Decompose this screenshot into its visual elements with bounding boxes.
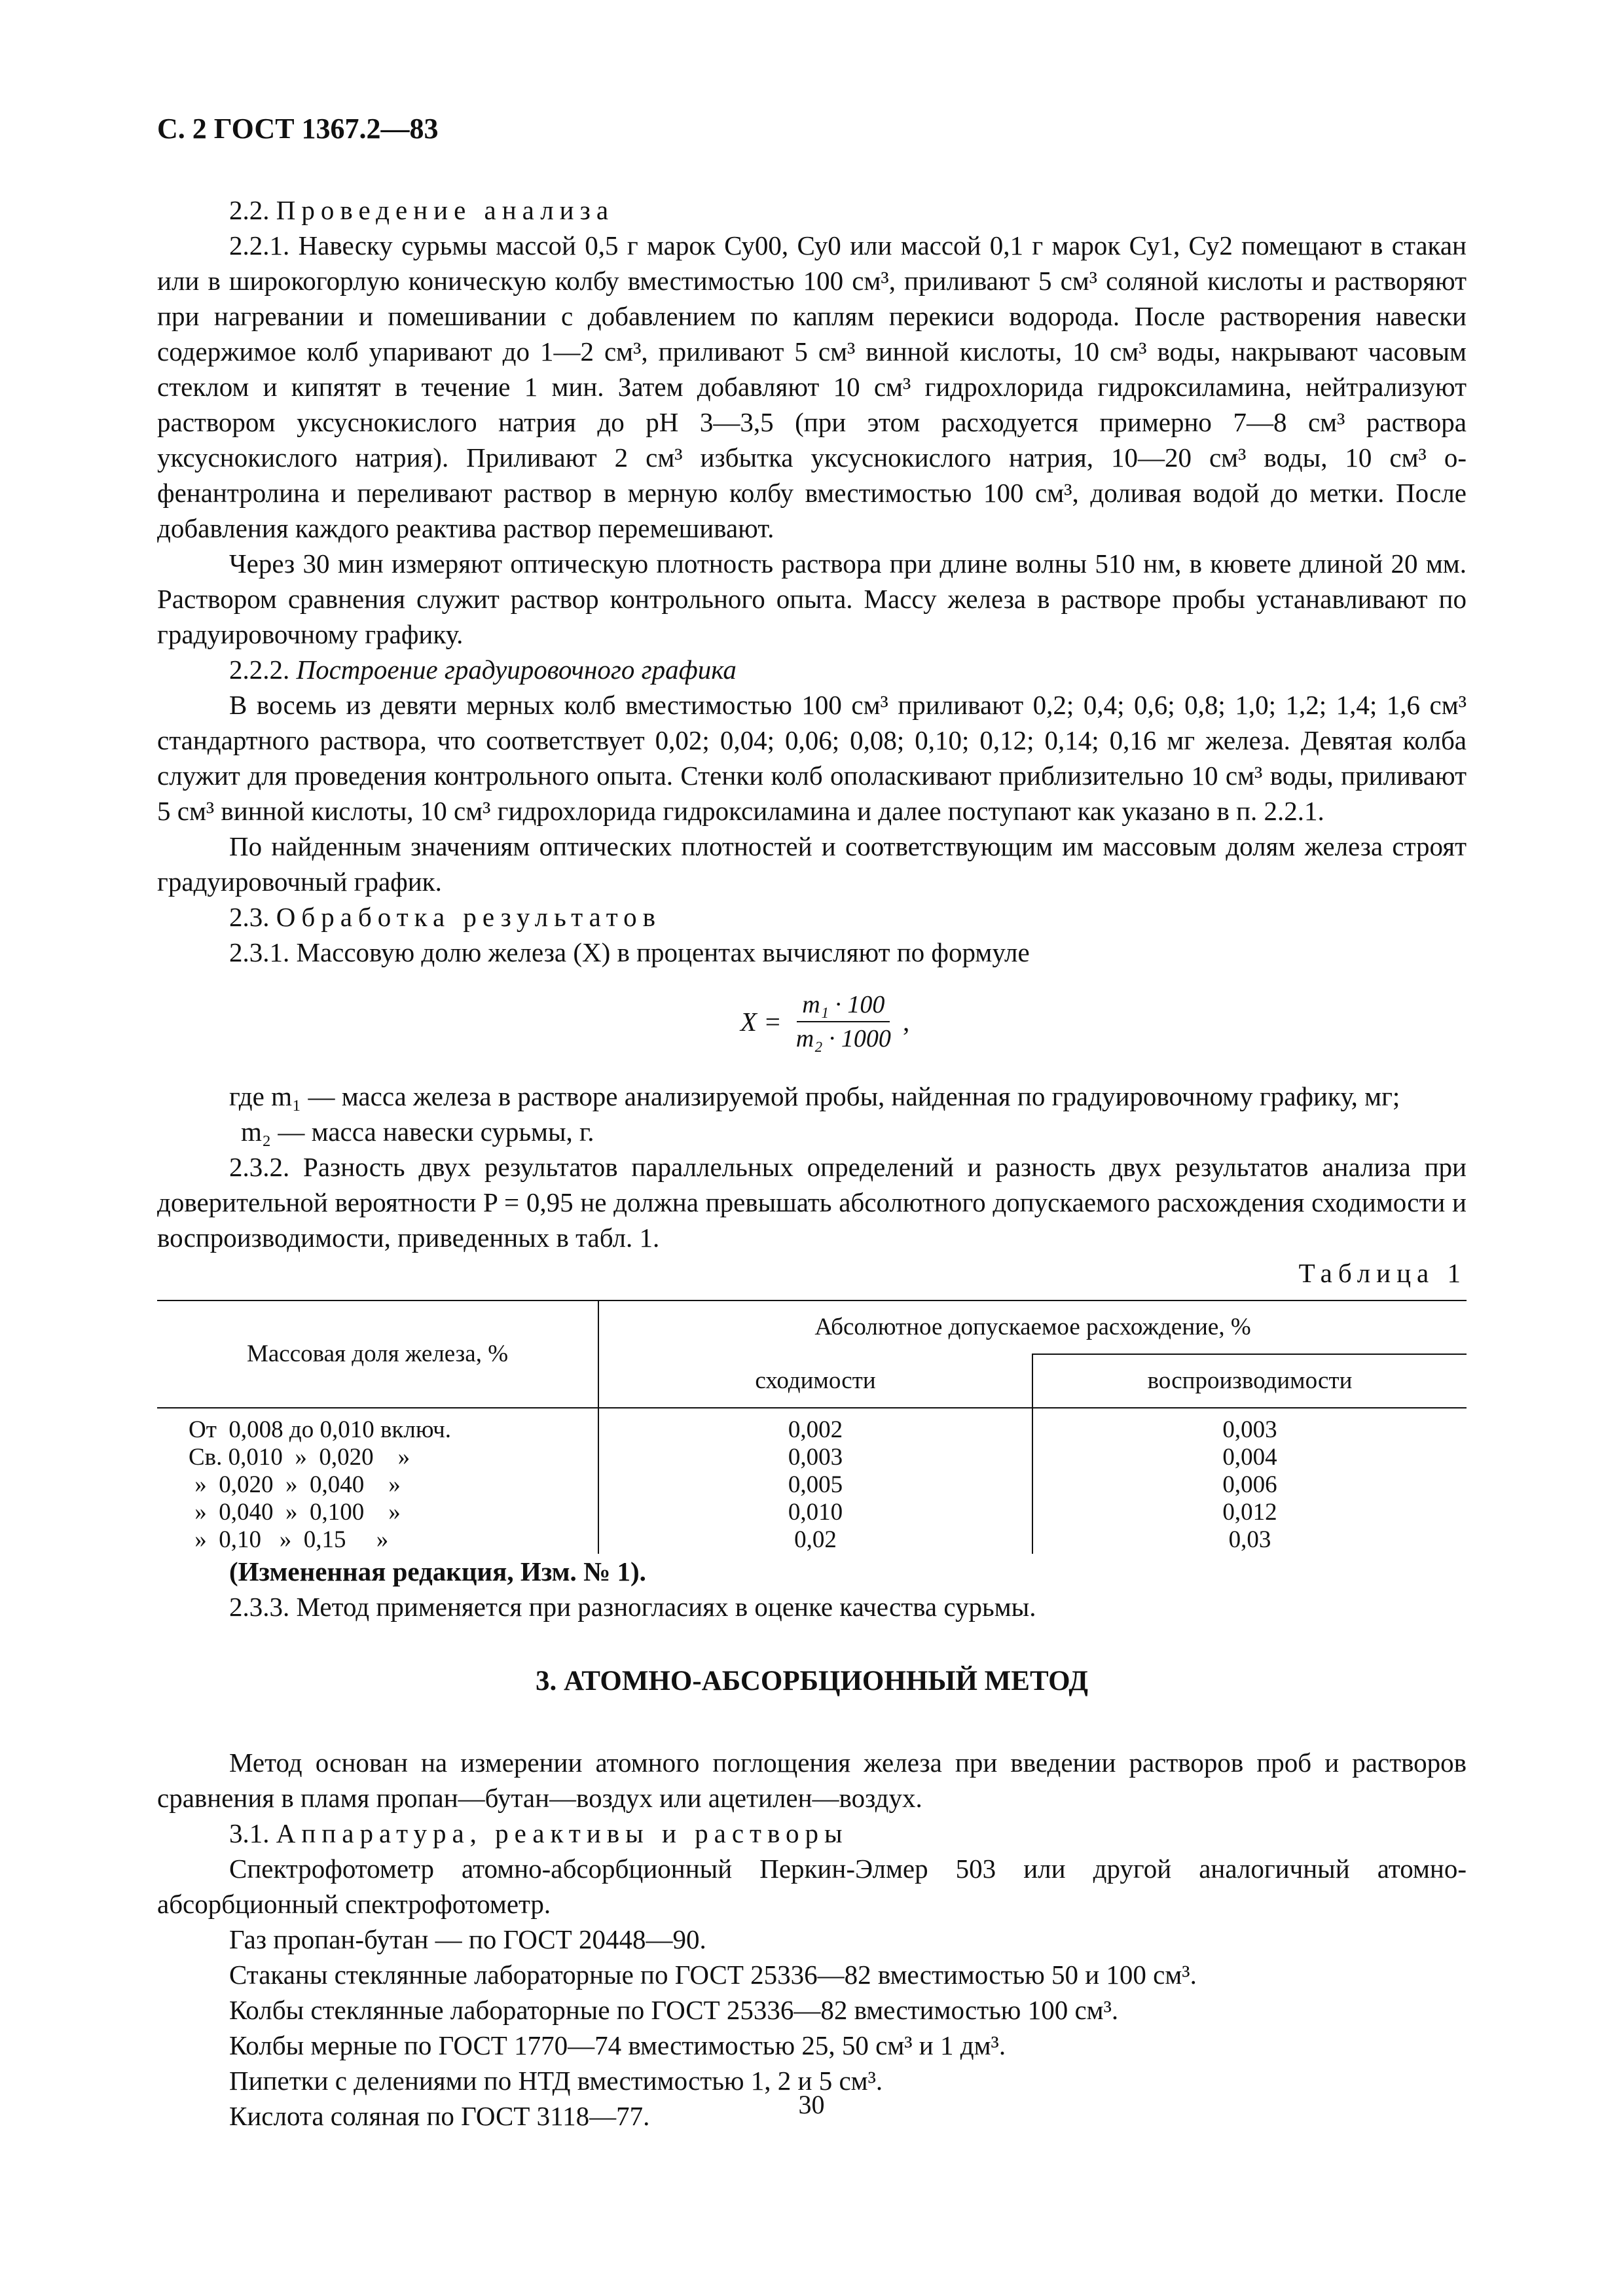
section-3-1-heading (157, 1816, 1467, 1851)
section-2-2-2-heading (157, 652, 1467, 687)
table-cell-range: Св. 0,010 » 0,020 » (189, 1444, 410, 1471)
list-item: Стаканы стеклянные лабораторные по ГОСТ 25336—82 вместимостью 50 и 100 см³. (229, 1960, 1197, 1990)
list-item: Спектрофотометр атомно-абсорбционный Перкин-Элмер 503 или другой аналогичный атомно-абсорбционный спектрофотометр. (157, 1854, 1467, 1919)
table-row (157, 1471, 1467, 1499)
table-cell-repeatability: 0,003 (598, 1444, 1032, 1471)
formula-denominator: m₂ · 1000 (795, 1025, 891, 1052)
paragraph-2-3-1: 2.3.1. Массовую долю железа (X) в процентах вычисляют по формуле (229, 937, 1030, 967)
table-header-tolerance: Абсолютное допускаемое расхождение, % (598, 1300, 1467, 1354)
table-row (157, 1499, 1467, 1526)
paragraph-2-3-2: 2.3.2. Разность двух результатов параллельных определений и разность двух результатов анализа при доверительной вероятности P = 0,95 не должна превышать абсолютного допускаемого расхождения сходимости и воспроизводимости, приведенных в табл. 1. (157, 1152, 1467, 1253)
table-cell-range: » 0,020 » 0,040 » (189, 1471, 401, 1498)
table-cell-reproducibility: 0,004 (1032, 1444, 1467, 1471)
iron-fraction-formula (157, 990, 1467, 1054)
table-header-reproducibility: воспроизводимости (1032, 1354, 1467, 1408)
formula-numerator: m₁ · 100 (797, 990, 890, 1022)
document-page (157, 111, 1467, 2134)
table-cell-repeatability: 0,02 (598, 1526, 1032, 1554)
table-cell-reproducibility: 0,003 (1032, 1408, 1467, 1444)
list-item: Пипетки с делениями по НТД вместимостью 1, 2 и 5 см³. (229, 2066, 883, 2096)
section-2-2-2-number: 2.2.2. (229, 655, 290, 685)
formula-fraction (791, 990, 896, 1054)
table-header-repeatability: сходимости (598, 1354, 1032, 1408)
section-2-3-title: Обработка результатов (276, 902, 662, 932)
paragraph-2-3-3: 2.3.3. Метод применяется при разногласиях в оценке качества сурьмы. (229, 1592, 1036, 1622)
section-3-1-title: Аппаратура, реактивы и растворы (276, 1818, 848, 1848)
paragraph-2-2-1: 2.2.1. Навеску сурьмы массой 0,5 г марок Су00, Су0 или массой 0,1 г марок Су1, Су2 помещают в стакан или в широкогорлую коническую колбу вместимостью 100 см³, приливают 5 см³ соляной кислоты и растворяют при нагревании и помешивании с добавлением по каплям перекиси водорода. После растворения навески содержимое колб упаривают до 1—2 см³, приливают 5 см³ винной кислоты, 10 см³ воды, накрывают часовым стеклом и кипятят в течение 1 мин. Затем добавляют 10 см³ гидрохлорида гидроксиламина, нейтрализуют раствором уксуснокислого натрия до рН 3—3,5 (при этом расходуется примерно 7—8 см³ раствора уксуснокислого натрия). Приливают 2 см³ избытка уксуснокислого натрия, 10—20 см³ воды, 10 см³ о-фенантролина и переливают раствор в мерную колбу вместимостью 100 см³, доливая водой до метки. После добавления каждого реактива раствор перемешивают. (157, 230, 1467, 543)
section-2-2-2-title: Построение градуировочного графика (296, 655, 737, 685)
paragraph-2-2-2-graph: По найденным значениям оптических плотностей и соответствующим им массовым долям железа строят градуировочный график. (157, 831, 1467, 897)
table-row (157, 1408, 1467, 1444)
list-item: Колбы стеклянные лабораторные по ГОСТ 25336—82 вместимостью 100 см³. (229, 1995, 1119, 2025)
table-cell-repeatability: 0,010 (598, 1499, 1032, 1526)
list-item: Кислота соляная по ГОСТ 3118—77. (229, 2101, 650, 2131)
list-item: Колбы мерные по ГОСТ 1770—74 вместимостью 25, 50 см³ и 1 дм³. (229, 2030, 1006, 2060)
tolerance-table (157, 1300, 1467, 1554)
section-2-3-number: 2.3. (229, 902, 270, 932)
paragraph-2-2-2: В восемь из девяти мерных колб вместимостью 100 см³ приливают 0,2; 0,4; 0,6; 0,8; 1,0; 1,2; 1,4; 1,6 см³ стандартного раствора, что соответствует 0,02; 0,04; 0,06; 0,08; 0,10; 0,12; 0,14; 0,16 мг железа. Девятая колба служит для проведения контрольного опыта. Стенки колб ополаскивают приблизительно 10 см³ воды, приливают 5 см³ винной кислоты, 10 см³ гидрохлорида гидроксиламина и далее поступают как указано в п. 2.2.1. (157, 690, 1467, 826)
table-cell-reproducibility: 0,03 (1032, 1526, 1467, 1554)
section-3-title: 3. АТОМНО-АБСОРБЦИОННЫЙ МЕТОД (536, 1666, 1088, 1696)
section-2-2-number: 2.2. (229, 195, 270, 225)
formula-tail: , (902, 1007, 910, 1037)
section-3-1-number: 3.1. (229, 1818, 270, 1848)
table-header-mass-fraction: Массовая доля железа, % (157, 1300, 598, 1408)
table-cell-repeatability: 0,002 (598, 1408, 1032, 1444)
table-cell-range: » 0,040 » 0,100 » (189, 1499, 401, 1526)
table-cell-reproducibility: 0,006 (1032, 1471, 1467, 1499)
section-2-2-heading (157, 192, 1467, 228)
table-row (157, 1526, 1467, 1554)
section-2-3-heading (157, 899, 1467, 935)
amendment-note: (Измененная редакция, Изм. № 1). (229, 1556, 646, 1587)
list-item: Газ пропан-бутан — по ГОСТ 20448—90. (229, 1924, 706, 1954)
section-2-2-title: Проведение анализа (276, 195, 615, 225)
formula-definition-m1: где m₁ — масса железа в растворе анализируемой пробы, найденная по градуировочному графику, мг; (229, 1081, 1400, 1111)
paragraph-3-intro: Метод основан на измерении атомного поглощения железа при введении растворов проб и растворов сравнения в пламя пропан—бутан—воздух или ацетилен—воздух. (157, 1748, 1467, 1813)
page-number: 30 (798, 2090, 825, 2119)
table-row (157, 1444, 1467, 1471)
formula-lhs: X = (740, 1007, 782, 1037)
page-header: С. 2 ГОСТ 1367.2—83 (157, 113, 439, 145)
paragraph-2-2-1-measurement: Через 30 мин измеряют оптическую плотность раствора при длине волны 510 нм, в кювете длиной 20 мм. Раствором сравнения служит раствор контрольного опыта. Массу железа в растворе пробы устанавливают по градуировочному графику. (157, 548, 1467, 649)
table-cell-range: » 0,10 » 0,15 » (189, 1526, 389, 1553)
table-caption: Таблица 1 (1298, 1258, 1467, 1288)
table-cell-range: От 0,008 до 0,010 включ. (189, 1416, 451, 1443)
table-cell-reproducibility: 0,012 (1032, 1499, 1467, 1526)
table-cell-repeatability: 0,005 (598, 1471, 1032, 1499)
formula-definition-m2: m₂ — масса навески сурьмы, г. (241, 1117, 594, 1147)
